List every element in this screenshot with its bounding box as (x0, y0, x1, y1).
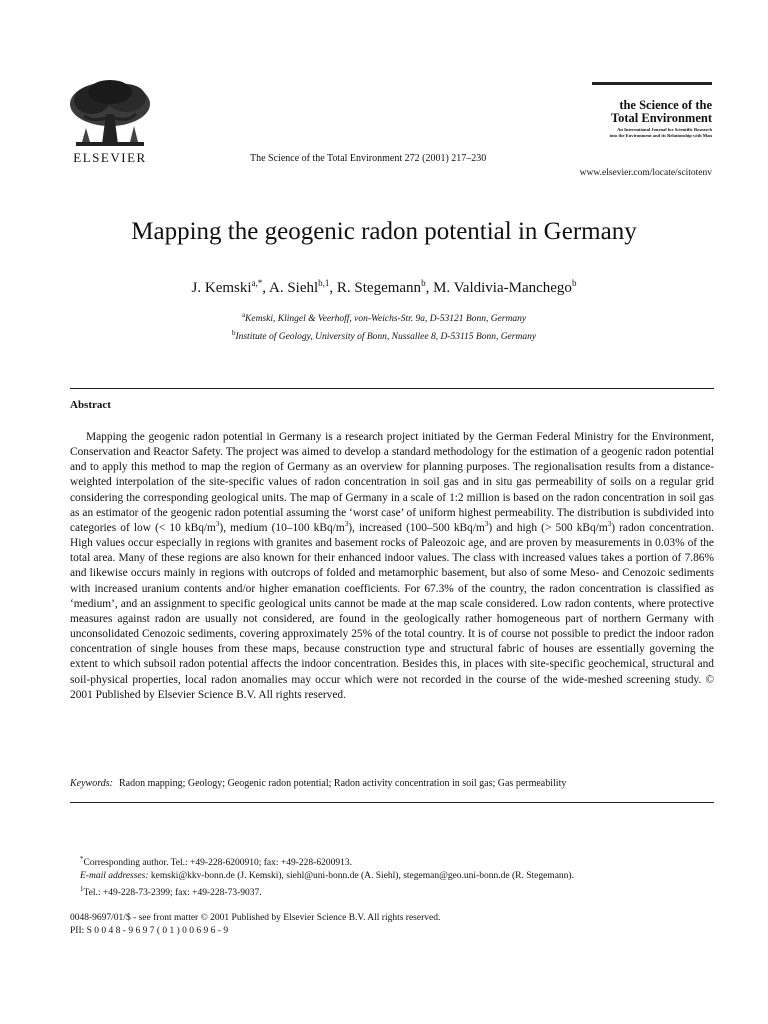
pii-line: PII: S 0 0 4 8 - 9 6 9 7 ( 0 1 ) 0 0 6 9 6 - 9 (70, 926, 229, 936)
author-name: J. Kemski (191, 280, 252, 296)
author-list: J. Kemski$^{a,*}$, A. Siehl$^{b,1}$, R. Stegemann$^b$, M. Valdivia-Manchego$^b$ (191, 278, 577, 296)
affiliations (0, 308, 768, 344)
abstract-body: Mapping the geogenic radon potential in Germany is a research project initiated by the German Federal Ministry for the Environment, Conservation and Reactor Safety. The project was aimed to develop a standard methodology for the estimation of a geogenic radon potential and to apply this method to map the region of Germany as an overview for planning purposes. The regionalisation results from a distance-weighted interpolation of the site-specific values of radon concentration in soil gas and in situ gas permeability of soils on a regular grid considering the corresponding geological units. The map of Germany in a scale of 1:2 million is based on the radon concentration in soil gas as an estimator of the geogenic radon potential assuming the ‘worst case’ of uniform highest permeability. The distribution is subdivided into categories of low (< 10 kBq/$m^3$), medium (10–100 kBq/$m^3$), increased (100–500 kBq/$m^3$) and high (> 500 kBq/$m^3$) radon concentration. High values occur especially in regions with granites and basement rocks of Paleozoic age, and are proven by measurements in 0.03% of the total area. Many of these regions are also known for their enhanced indoor values. The class with increased values takes a portion of 7.86% and likewise occurs mainly in regions with outcrops of folded and metamorphic basement, but also of some Meso- and Cenozoic sediments with increased uranium contents and/or higher emanation coefficients. For 67.3% of the country, the radon concentration is classified as ‘medium’, and an assignment to specific geological units cannot be made at the map scale considered. Low radon contents, where protective measures against radon are usually not considered, are found in the geologically rather homogeneous part of northern Germany with unconsolidated Cenozoic sediments, covering approximately 25% of the total country. It is of course not possible to predict the indoor radon concentration of single houses from these maps, because construction type and structural fabric of houses are essentially governing the extent to which subsoil radon potential affects the indoor concentration. Besides this, in places with site-specific geochemical, structural and soil-physical properties, local radon anomalies may occur which were not recorded in the course of the wide-meshed screening study. © 2001 Published by Elsevier Science B.V. All rights reserved. (70, 431, 714, 701)
keywords (70, 778, 714, 789)
author-marks: b (421, 278, 426, 288)
keywords-label: Keywords: (70, 778, 113, 789)
author-name: A. Siehl (268, 280, 319, 296)
author-name: R. Stegemann (336, 280, 422, 296)
front-matter (70, 912, 440, 938)
author-name: M. Valdivia-Manchego (433, 280, 572, 296)
affiliation-b: $^b$Institute of Geology, University of Bonn, Nussallee 8, D-53115 Bonn, Germany (231, 329, 537, 343)
journal-citation: The Science of the Total Environment 272 (2001) 217–230 (250, 153, 487, 164)
tree-icon (62, 78, 158, 150)
journal-website-link[interactable]: www.elsevier.com/locate/scitotenv (579, 168, 712, 178)
journal-name: the Science of the Total Environment (610, 98, 712, 125)
footnote-corresponding: *Corresponding author. Tel.: +49-228-6200910; fax: +49-228-6200913. (80, 855, 352, 869)
keywords-text: Radon mapping; Geology; Geogenic radon potential; Radon activity concentration in soil gas; Gas permeability (118, 778, 567, 789)
author-marks: a,* (251, 278, 263, 288)
masthead-rule (592, 82, 712, 85)
affiliation-a: $^a$Kemski, Klingel & Veerhoff, von-Weichs-Str. 9a, D-53121 Bonn, Germany (241, 311, 527, 325)
footnotes (80, 853, 720, 900)
journal-masthead (592, 82, 712, 138)
divider (70, 388, 714, 389)
author-marks: b,1 (318, 278, 330, 288)
journal-tagline: An International Journal for Scientific Research into the Environment and its Relationship with Man (609, 127, 712, 138)
paper-title: Mapping the geogenic radon potential in Germany (131, 218, 637, 245)
footnote-1: $^1$Tel.: +49-228-73-2399; fax: +49-228-73-9037. (80, 885, 262, 899)
publisher-name: ELSEVIER (73, 150, 147, 165)
divider (70, 802, 714, 803)
abstract-heading: Abstract (70, 399, 111, 411)
author-marks: b (571, 278, 577, 288)
footnote-emails: E-mail addresses: kemski@kkv-bonn.de (J. Kemski), siehl@uni-bonn.de (A. Siehl), stegeman@geo.uni-bonn.de (R. Stegemann). (80, 871, 574, 882)
copyright-line: 0048-9697/01/$ - see front matter © 2001 Published by Elsevier Science B.V. All rights reserved. (70, 913, 441, 923)
